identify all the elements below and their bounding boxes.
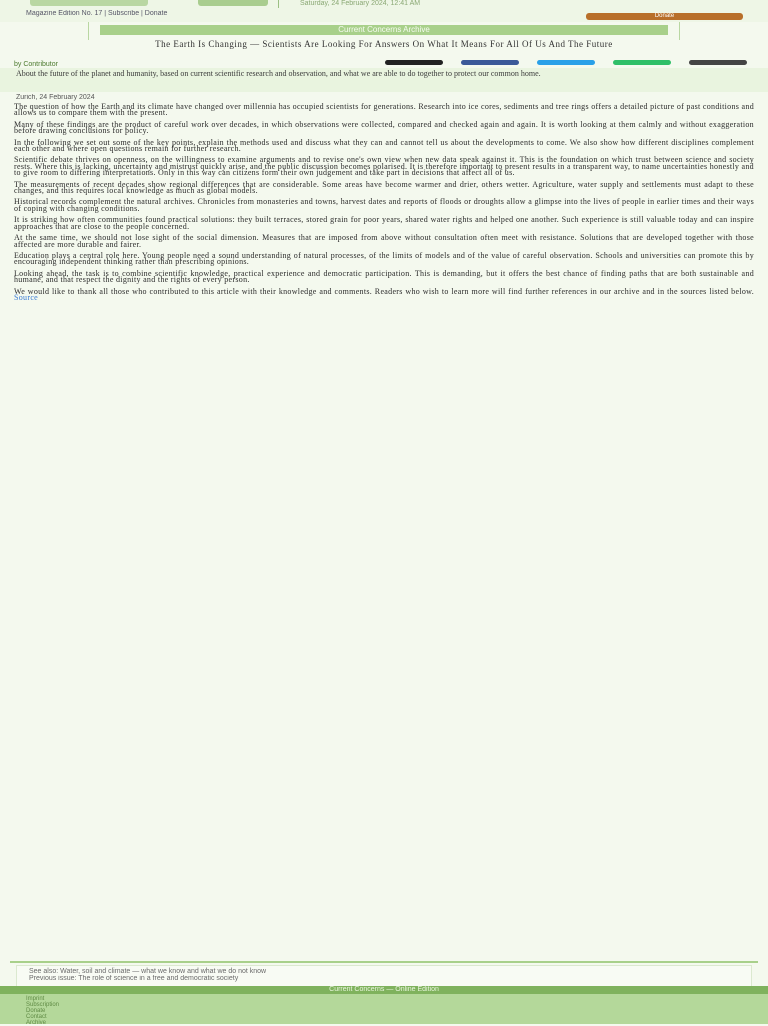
donate-button[interactable]: Donate — [586, 13, 743, 20]
share-print-icon[interactable] — [689, 60, 747, 65]
article-paragraph: The question of how the Earth and its climate have changed over millennia has occupied scientists for generations. Research into ice cores, sediments and tree rings offers a detailed picture of past conditions and allows us to compare them with the present. — [14, 102, 754, 118]
issue-info: Magazine Edition No. 17 | Subscribe | Donate — [26, 10, 168, 17]
article-paragraph: It is striking how often communities found practical solutions: they built terraces, stored grain for poor years, shared water rights and helped one another. Such experience is still valuable today and can inspire approaches that are close to the people concerned. — [14, 215, 754, 231]
site-logo[interactable] — [30, 0, 148, 6]
summary-text: About the future of the planet and humanity, based on current scientific research and observation, and what we are able to do together to protect our common home. — [16, 69, 541, 78]
article-summary — [0, 68, 768, 92]
article-paragraph: The measurements of recent decades show regional differences that are considerable. Some areas have become warmer and drier, others wetter. Agriculture, water supply and settlements must adapt to these changes, and this requires local knowledge as much as global models. — [14, 179, 754, 196]
current-date: Saturday, 24 February 2024, 12:41 AM — [300, 0, 421, 7]
section-banner[interactable]: Current Concerns Archive — [100, 25, 668, 35]
article-paragraph: Looking ahead, the task is to combine scientific knowledge, practical experience and democratic participation. This is demanding, but it offers the best chance of finding paths that are both sustainable and humane, and that respect the dignity and the rights of every person. — [14, 268, 754, 285]
article-paragraph: Many of these findings are the product of careful work over decades, in which observations were collected, compared and checked again and again. It is worth looking at them calmly and without exaggeration before drawing conclusions for policy. — [14, 119, 754, 136]
article-dateline: Zurich, 24 February 2024 — [16, 94, 95, 101]
article-paragraph: Scientific debate thrives on openness, on the willingness to examine arguments and to revise one's own view when new data speak against it. This is the foundation on which trust between science and society rests. Where this is lacking, uncertainty and mistrust quickly arise, and the public discussion becomes polarised. It is therefore important to present results in a transparent way, to name uncertainties honestly and to give room to differing interpretations. Only in this way can citizens form their own judgement and take part in decisions that affect all of us. — [14, 155, 754, 178]
site-logo-secondary[interactable] — [198, 0, 268, 6]
footer-link-donate[interactable]: Donate — [26, 1008, 46, 1014]
article-paragraph: In the following we set out some of the key points, explain the methods used and discuss what they can and cannot tell us about the developments to come. We also show how different disciplines complement each other and where open questions remain for further research. — [14, 137, 754, 154]
site-footer — [0, 986, 768, 1024]
related-articles — [16, 965, 752, 987]
divider — [278, 0, 279, 8]
related-link[interactable]: See also: Water, soil and climate — what we know and what we do not know — [29, 968, 267, 975]
footer-link-archive[interactable]: Archive — [26, 1020, 47, 1026]
source-link[interactable]: Source — [14, 292, 39, 302]
share-facebook-icon[interactable] — [461, 60, 519, 65]
divider — [10, 958, 758, 963]
share-whatsapp-icon[interactable] — [613, 60, 671, 65]
related-link[interactable]: Previous issue: The role of science in a free and democratic society — [29, 975, 239, 982]
article-paragraph-text: We would like to thank all those who contributed to this article with their knowledge and comments. Readers who wish to learn more will find further references in our archive and in the sources listed below. — [14, 286, 754, 296]
article-paragraph: Historical records complement the natural archives. Chronicles from monasteries and towns, harvest dates and reports of floods or droughts allow a glimpse into the lives of people in earlier times and their ways of coping with changing conditions. — [14, 197, 754, 213]
share-email-icon[interactable] — [385, 60, 443, 65]
article-body — [14, 94, 754, 950]
article-paragraph: At the same time, we should not lose sight of the social dimension. Measures that are imposed from above without consultation often meet with resistance. Solutions that are developed together with those affected are more durable and fairer. — [14, 233, 754, 249]
footer-link-subscription[interactable]: Subscription — [26, 1002, 60, 1008]
footer-link-imprint[interactable]: Imprint — [26, 996, 45, 1002]
footer-title: Current Concerns — Online Edition — [0, 986, 768, 994]
article-paragraph — [14, 286, 754, 302]
article-paragraph: Education plays a central role here. Young people need a sound understanding of natural processes, of the limits of models and of the value of careful observation. Schools and universities can promote this by encouraging independent thinking rather than prescribing opinions. — [14, 250, 754, 267]
share-twitter-icon[interactable] — [537, 60, 595, 65]
footer-link-contact[interactable]: Contact — [26, 1014, 47, 1020]
article-headline: The Earth Is Changing — Scientists Are Looking For Answers On What It Means For All Of Us And The Future — [155, 39, 613, 49]
article-byline[interactable]: by Contributor — [14, 61, 58, 68]
